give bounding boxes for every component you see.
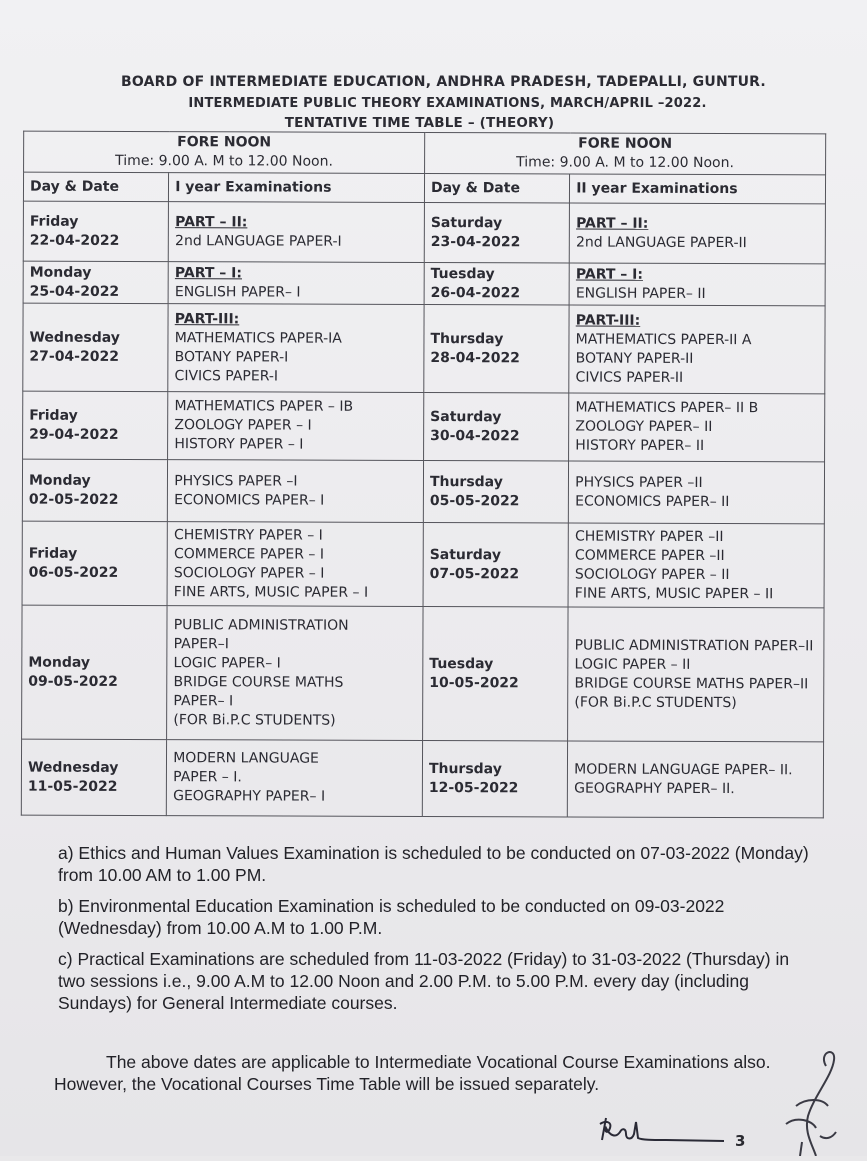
day-date-cell xyxy=(424,393,569,462)
day-date-cell xyxy=(22,459,167,522)
exam-papers-cell xyxy=(569,263,825,306)
note-item: b) Environmental Education Examination is scheduled to be conducted on 09-03-2022 (Wednesday) from 10.00 A.M to 1.00 P.M. xyxy=(58,896,725,938)
closing-paragraph: The above dates are applicable to Intermediate Vocational Course Examinations also. However, the Vocational Courses Time Table will be issued separately. xyxy=(54,1052,771,1094)
day-date-cell xyxy=(423,461,568,524)
day-name: Saturday xyxy=(429,546,501,563)
day-name: Friday xyxy=(28,545,78,562)
timetable-body xyxy=(21,201,825,818)
day-date-cell xyxy=(423,522,569,607)
paper-name: FINE ARTS, MUSIC PAPER – I xyxy=(173,583,369,601)
paper-name: PAPER – I. xyxy=(173,769,242,786)
day-name: Thursday xyxy=(428,760,502,777)
col-header-day-right: Day & Date xyxy=(424,174,569,204)
paper-name: PHYSICS PAPER –I xyxy=(174,472,298,490)
day-name: Saturday xyxy=(430,214,503,231)
paper-name: ZOOLOGY PAPER – I xyxy=(174,417,312,434)
notes-section xyxy=(58,842,818,1023)
paper-name: COMMERCE PAPER –II xyxy=(574,547,725,564)
paper-name: MATHEMATICS PAPER-IA xyxy=(174,329,342,347)
paper-name: HISTORY PAPER– II xyxy=(575,437,705,454)
day-date-cell xyxy=(424,305,570,394)
exam-papers-cell xyxy=(569,393,825,462)
exam-date: 05-05-2022 xyxy=(429,492,520,509)
timetable xyxy=(21,131,826,819)
paper-name: SOCIOLOGY PAPER – II xyxy=(574,566,730,583)
session-header-right xyxy=(425,133,826,175)
part-label: PART-III: xyxy=(575,312,641,329)
table-row xyxy=(21,739,823,818)
table-row xyxy=(23,391,825,462)
exam-date: 29-04-2022 xyxy=(29,426,119,443)
day-date-cell xyxy=(22,521,168,606)
day-name: Wednesday xyxy=(29,329,120,346)
paper-name: CIVICS PAPER-II xyxy=(575,369,684,386)
exam-papers-cell xyxy=(569,461,825,524)
paper-name: ENGLISH PAPER– II xyxy=(575,285,706,302)
exam-papers-cell xyxy=(167,606,423,741)
exam-date: 09-05-2022 xyxy=(28,673,118,690)
day-date-cell xyxy=(422,740,567,817)
session-header-left xyxy=(24,131,425,173)
paper-name: 2nd LANGUAGE PAPER-II xyxy=(576,234,747,251)
paper-name: BOTANY PAPER-II xyxy=(575,350,694,367)
paper-name: MODERN LANGUAGE xyxy=(173,750,319,767)
exam-date: 22-04-2022 xyxy=(29,232,120,249)
day-name: Saturday xyxy=(430,408,502,425)
day-date-cell xyxy=(423,606,569,741)
paper-name: MATHEMATICS PAPER-II A xyxy=(575,331,752,348)
paper-name: PAPER–I xyxy=(173,635,229,652)
paper-name: BRIDGE COURSE MATHS xyxy=(173,673,344,691)
day-name: Wednesday xyxy=(27,759,119,776)
part-label: PART – I: xyxy=(575,266,644,283)
paper-name: MATHEMATICS PAPER– II B xyxy=(575,399,759,417)
part-label: PART – I: xyxy=(174,264,243,281)
day-name: Monday xyxy=(28,472,91,489)
paper-name: CHEMISTRY PAPER – I xyxy=(173,526,323,544)
exam-date: 12-05-2022 xyxy=(428,779,519,796)
table-row xyxy=(22,605,824,742)
paper-name: BOTANY PAPER-I xyxy=(174,348,289,366)
exam-papers-cell xyxy=(568,523,824,608)
paper-name: ECONOMICS PAPER– I xyxy=(174,491,325,509)
day-name: Friday xyxy=(29,213,79,230)
table-row xyxy=(22,521,824,608)
exam-date: 02-05-2022 xyxy=(28,491,119,508)
exam-papers-cell xyxy=(168,392,424,461)
paper-name: HISTORY PAPER – I xyxy=(174,436,304,453)
paper-name: CIVICS PAPER-I xyxy=(174,367,279,384)
paper-name: PAPER– I xyxy=(173,692,234,709)
exam-date: 28-04-2022 xyxy=(430,349,520,366)
paper-name: SOCIOLOGY PAPER – I xyxy=(173,564,325,582)
session-label-right: FORE NOON xyxy=(578,135,673,152)
paper-name: ECONOMICS PAPER– II xyxy=(575,493,730,510)
table-row xyxy=(23,261,825,306)
day-name: Thursday xyxy=(429,473,503,490)
col-header-day-left: Day & Date xyxy=(23,172,168,202)
paper-name: CHEMISTRY PAPER –II xyxy=(574,528,724,545)
day-date-cell xyxy=(23,201,168,262)
day-name: Tuesday xyxy=(430,265,495,282)
exam-date: 10-05-2022 xyxy=(429,674,519,691)
exam-papers-cell xyxy=(569,305,825,394)
day-name: Thursday xyxy=(430,330,504,347)
table-row xyxy=(22,459,824,524)
exam-papers-cell xyxy=(168,262,424,305)
note-item: a) Ethics and Human Values Examination is scheduled to be conducted on 07-03-2022 (Monday) from 10.00 AM to 1.00 PM. xyxy=(58,843,809,885)
paper-name: PUBLIC ADMINISTRATION PAPER–II xyxy=(574,637,814,654)
exam-date: 25-04-2022 xyxy=(29,283,120,300)
paper-name: ENGLISH PAPER– I xyxy=(174,283,301,301)
col-header-exam-right: II year Examinations xyxy=(570,174,826,204)
handwritten-mark xyxy=(756,1046,856,1161)
exam-papers-cell xyxy=(168,304,424,393)
day-name: Monday xyxy=(29,264,92,281)
day-name: Tuesday xyxy=(429,655,494,672)
day-date-cell xyxy=(22,605,168,740)
part-label: PART – II: xyxy=(175,213,248,230)
day-name: Friday xyxy=(29,407,78,424)
session-time-left: Time: 9.00 A. M to 12.00 Noon. xyxy=(115,152,333,170)
part-label: PART-III: xyxy=(174,310,240,327)
exam-papers-cell xyxy=(168,202,424,263)
day-date-cell xyxy=(23,391,168,460)
day-date-cell xyxy=(21,739,166,816)
day-date-cell xyxy=(424,263,569,306)
note-item: c) Practical Examinations are scheduled from 11-03-2022 (Friday) to 31-03-2022 (Thursday) in two sessions i.e., 9.00 A.M to 12.00 Noon and 2.00 P.M. to 5.00 P.M. every day (including Sundays) for General Intermediate courses. xyxy=(58,949,790,1013)
session-time-right: Time: 9.00 A. M to 12.00 Noon. xyxy=(516,154,734,172)
exam-date: 26-04-2022 xyxy=(430,284,521,301)
session-label-left: FORE NOON xyxy=(177,134,272,151)
timetable-title: TENTATIVE TIME TABLE – (THEORY) xyxy=(284,115,555,131)
table-row xyxy=(23,201,825,264)
paper-name: (FOR Bi.P.C STUDENTS) xyxy=(173,711,336,729)
day-date-cell xyxy=(23,303,169,392)
exam-date: 11-05-2022 xyxy=(27,778,118,795)
paper-name: FINE ARTS, MUSIC PAPER – II xyxy=(574,585,774,602)
paper-name: BRIDGE COURSE MATHS PAPER–II xyxy=(574,675,809,692)
paper-name: PUBLIC ADMINISTRATION xyxy=(173,616,349,634)
exam-date: 23-04-2022 xyxy=(430,233,521,250)
table-row xyxy=(23,303,825,394)
paper-name: MATHEMATICS PAPER – IB xyxy=(174,398,354,415)
exam-date: 06-05-2022 xyxy=(28,564,119,581)
day-date-cell xyxy=(424,203,569,264)
exam-papers-cell xyxy=(168,460,424,523)
page-number: 3 xyxy=(735,1132,746,1150)
exam-papers-cell xyxy=(568,741,824,818)
day-date-cell xyxy=(23,261,168,304)
exam-papers-cell xyxy=(167,740,423,817)
paper-name: PHYSICS PAPER –II xyxy=(575,474,703,491)
part-label: PART – II: xyxy=(576,215,649,232)
paper-name: ZOOLOGY PAPER– II xyxy=(575,418,713,436)
paper-name: (FOR Bi.P.C STUDENTS) xyxy=(574,694,737,711)
signature xyxy=(596,1110,726,1155)
exam-papers-cell xyxy=(569,203,825,264)
exam-date: 30-04-2022 xyxy=(430,427,520,444)
day-name: Monday xyxy=(28,654,91,671)
col-header-exam-left: I year Examinations xyxy=(169,173,425,203)
board-title: BOARD OF INTERMEDIATE EDUCATION, ANDHRA PRADESH, TADEPALLI, GUNTUR. xyxy=(121,74,766,90)
exam-date: 07-05-2022 xyxy=(429,565,520,582)
exam-papers-cell xyxy=(167,522,423,607)
exam-papers-cell xyxy=(568,607,824,742)
paper-name: GEOGRAPHY PAPER– I xyxy=(173,788,326,805)
paper-name: MODERN LANGUAGE PAPER– II. xyxy=(574,761,793,778)
paper-name: COMMERCE PAPER – I xyxy=(173,545,325,563)
paper-name: GEOGRAPHY PAPER– II. xyxy=(574,780,735,797)
exam-date: 27-04-2022 xyxy=(29,348,120,365)
paper-name: LOGIC PAPER – II xyxy=(574,656,691,673)
paper-name: LOGIC PAPER– I xyxy=(173,654,281,672)
paper-name: 2nd LANGUAGE PAPER-I xyxy=(175,232,342,250)
exam-title: INTERMEDIATE PUBLIC THEORY EXAMINATIONS, MARCH/APRIL –2022. xyxy=(188,96,707,111)
